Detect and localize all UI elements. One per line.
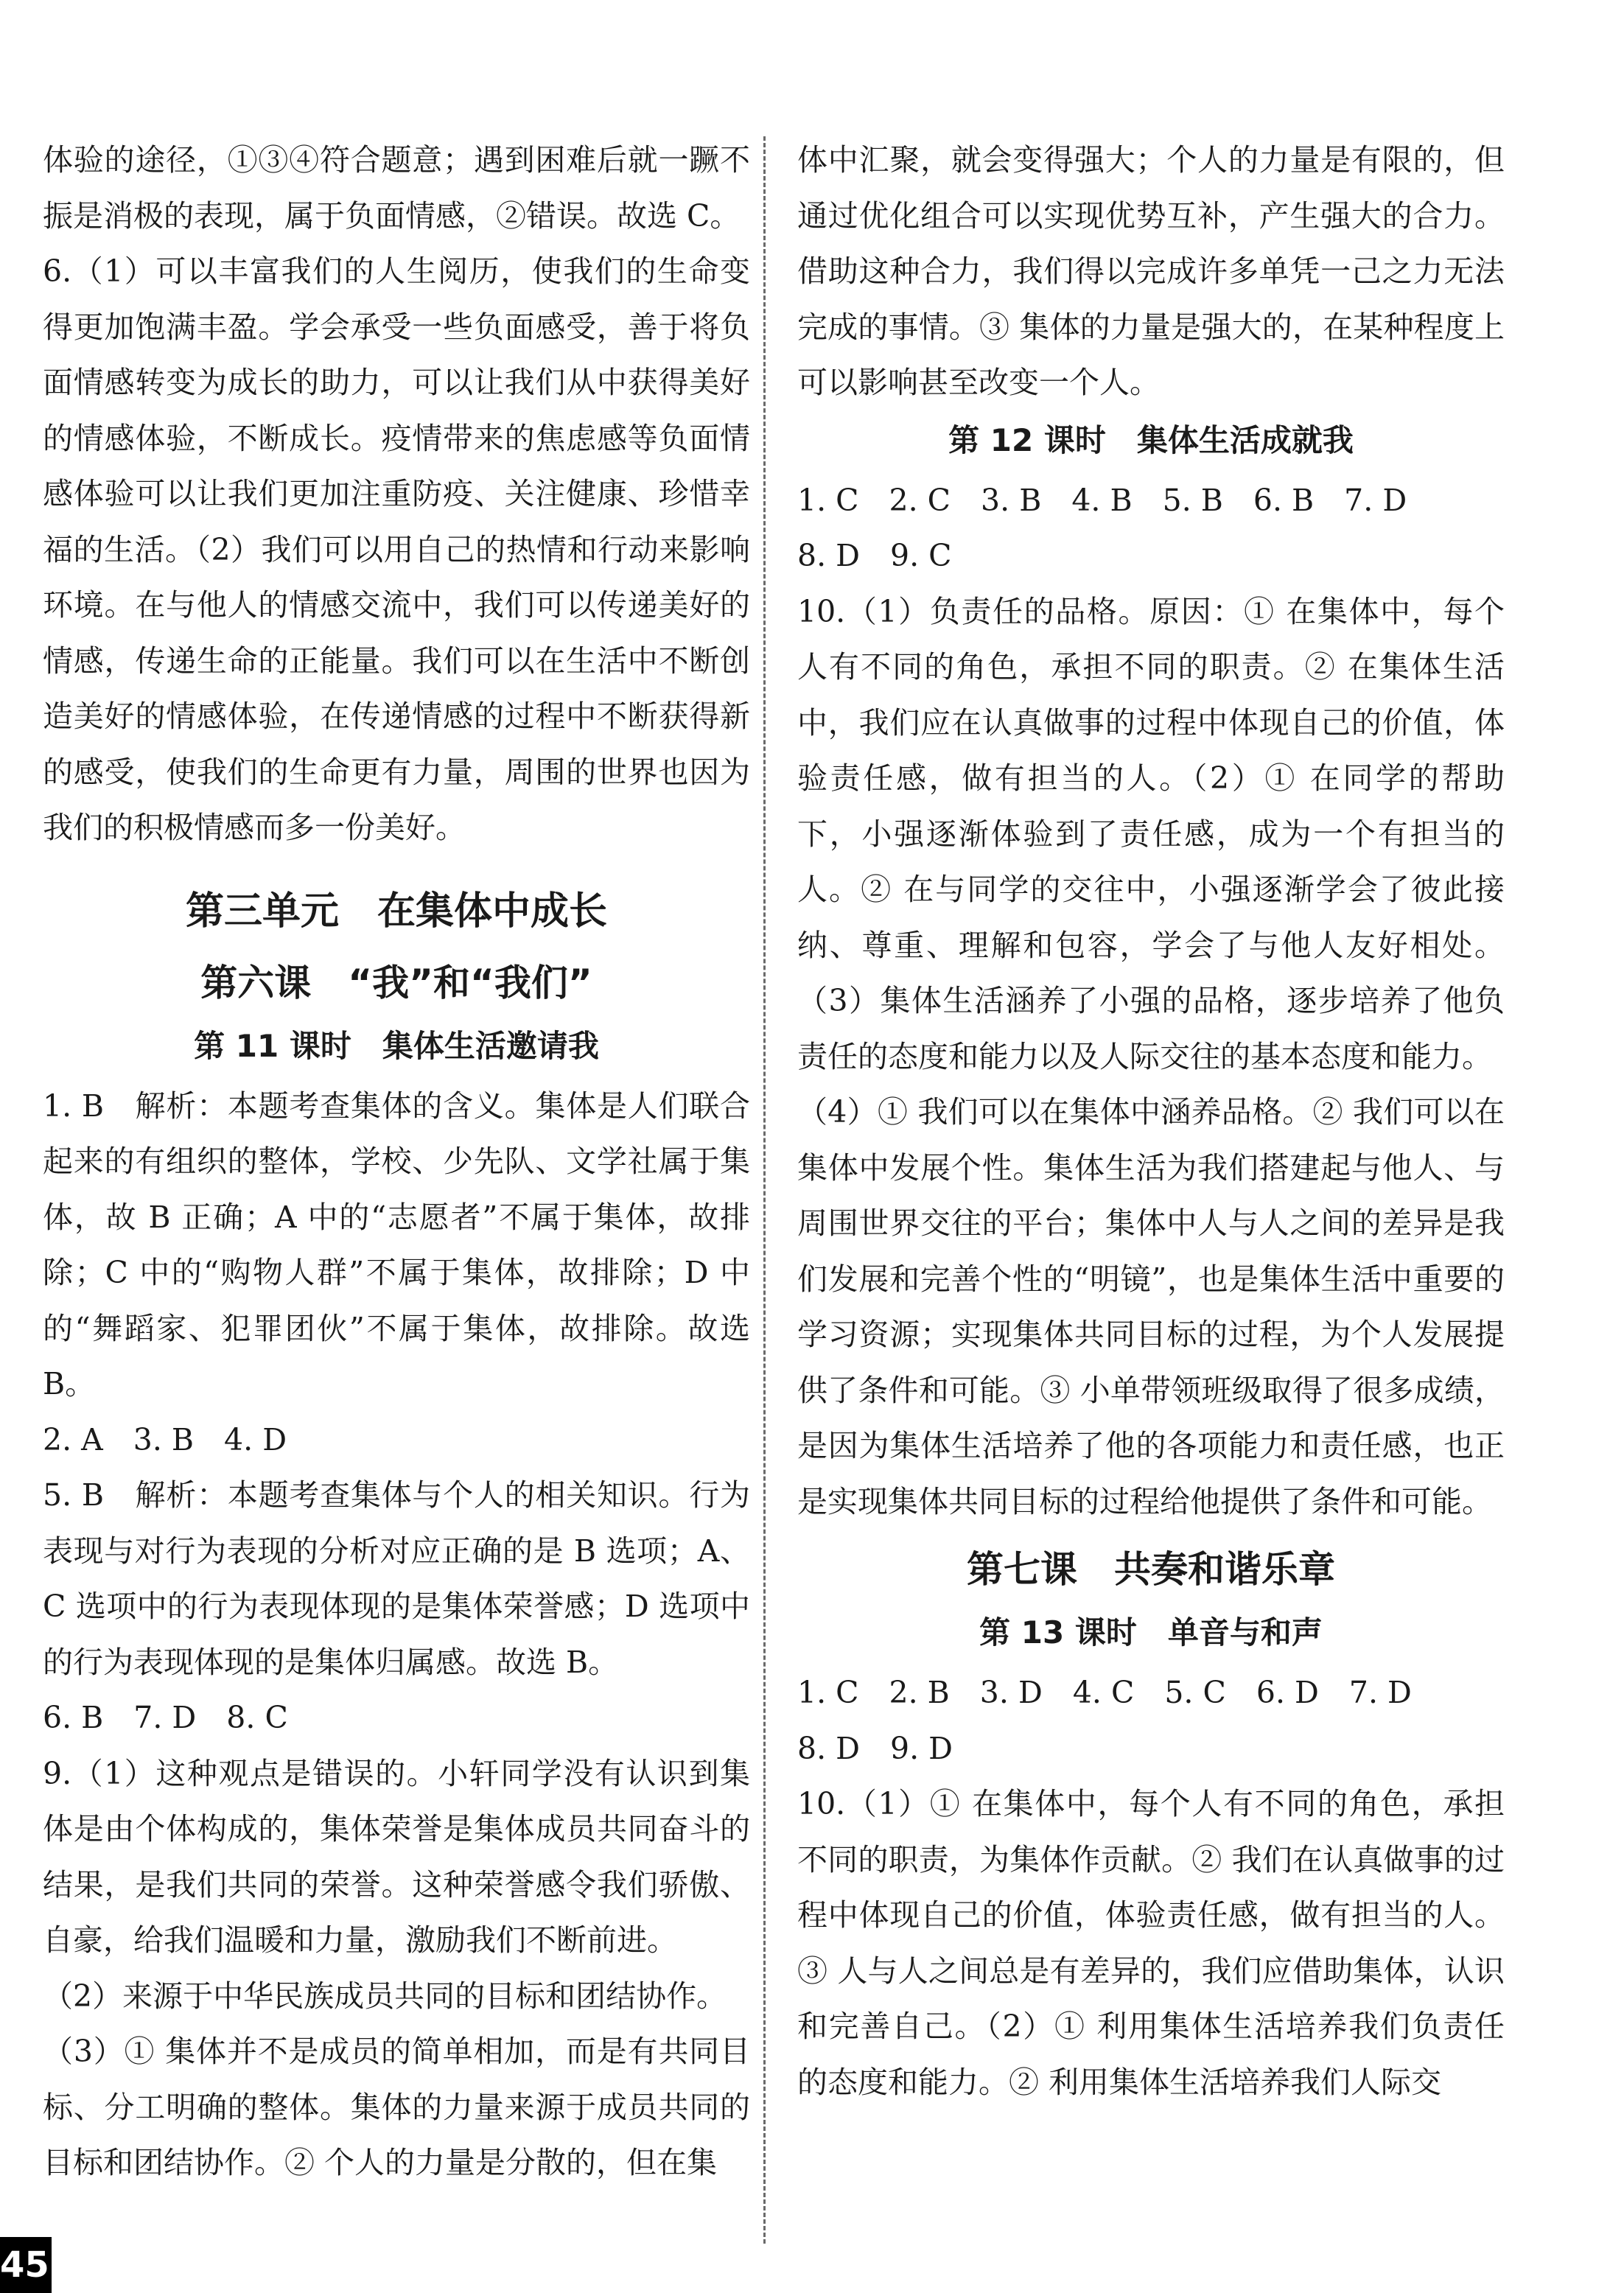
- answer-10-period-13: 10.（1）① 在集体中，每个人有不同的角色，承担不同的职责，为集体作贡献。② 我们在认真做事的过程中体现自己的价值，体验责任感，做有担当的人。③ 人与人之间总是有差异的，我们应借助集体，认识和完善自己。（2）① 利用集体生活培养我们负责任的态度和能力。② 利用集体生活培养我们人际交: [797, 1786, 1505, 2100]
- paragraph-continued: 体验的途径，①③④符合题意；遇到困难后就一蹶不振是消极的表现，属于负面情感，②错误。故选 C。: [43, 142, 750, 234]
- answer-1: 1. B 解析：本题考查集体的含义。集体是人们联合起来的有组织的整体，学校、少先队、文学社属于集体，故 B 正确；A 中的“志愿者”不属于集体，故排除；C 中的“购物人群”不属于集体，故排除；D 中的“舞蹈家、犯罪团伙”不属于集体，故排除。故选 B。: [43, 1088, 750, 1401]
- answer-9-part-2: （2）来源于中华民族成员共同的目标和团结协作。: [43, 1978, 727, 2014]
- answer-6: 6.（1）可以丰富我们的人生阅历，使我们的生命变得更加饱满丰盈。学会承受一些负面感受，善于将负面情感转变为成长的助力，可以让我们从中获得美好的情感体验，不断成长。疫情带来的焦虑感等负面情感体验可以让我们更加注重防疫、关注健康、珍惜幸福的生活。（2）我们可以用自己的热情和行动来影响环境。在与他人的情感交流中，我们可以传递美好的情感，传递生命的正能量。我们可以在生活中不断创造美好的情感体验，在传递情感的过程中不断获得新的感受，使我们的生命更有力量，周围的世界也因为我们的积极情感而多一份美好。: [43, 253, 750, 845]
- answer-10-period-12-part-4: （4）① 我们可以在集体中涵养品格。② 我们可以在集体中发展个性。集体生活为我们搭建起与他人、与周围世界交往的平台；集体中人与人之间的差异是我们发展和完善个性的“明镜”，也是集体生活中重要的学习资源；实现集体共同目标的过程，为个人发展提供了条件和可能。③ 小单带领班级取得了很多成绩，是因为集体生活培养了他的各项能力和责任感，也正是实现集体共同目标的过程给他提供了条件和可能。: [797, 1094, 1505, 1519]
- answer-5: 5. B 解析：本题考查集体与个人的相关知识。行为表现与对行为表现的分析对应正确的是 B 选项；A、C 选项中的行为表现体现的是集体荣誉感；D 选项中的行为表现体现的是集体归属感。故选 B。: [43, 1477, 750, 1680]
- answer-9-part-1: 9.（1）这种观点是错误的。小轩同学没有认识到集体是由个体构成的，集体荣誉是集体成员共同奋斗的结果，是我们共同的荣誉。这种荣誉感令我们骄傲、自豪，给我们温暖和力量，激励我们不断前进。: [43, 1755, 750, 1958]
- paragraph-continued: 体中汇聚，就会变得强大；个人的力量是有限的，但通过优化组合可以实现优势互补，产生强大的合力。借助这种合力，我们得以完成许多单凭一己之力无法完成的事情。③ 集体的力量是强大的，在某种程度上可以影响甚至改变一个人。: [797, 142, 1505, 400]
- answers-12-row-2: 8. D 9. C: [797, 538, 952, 573]
- unit-title: 第三单元 在集体中成长: [185, 889, 607, 934]
- answers-13-row-2: 8. D 9. D: [797, 1730, 953, 1766]
- period-13-title: 第 13 课时 单音与和声: [979, 1614, 1323, 1650]
- column-divider: [763, 136, 766, 2244]
- left-column: [43, 133, 750, 2191]
- answers-2-4: 2. A 3. B 4. D: [43, 1421, 287, 1457]
- answers-12-row-1: 1. C 2. C 3. B 4. B 5. B 6. B 7. D: [797, 482, 1407, 518]
- page-number: 45: [0, 2237, 52, 2293]
- lesson-6-title: 第六课 “我”和“我们”: [200, 961, 592, 1004]
- answer-9-part-3: （3）① 集体并不是成员的简单相加，而是有共同目标、分工明确的整体。集体的力量来源于成员共同的目标和团结协作。② 个人的力量是分散的，但在集: [43, 2034, 750, 2180]
- period-11-title: 第 11 课时 集体生活邀请我: [194, 1027, 599, 1064]
- lesson-7-title: 第七课 共奏和谐乐章: [967, 1548, 1335, 1591]
- answers-6-8: 6. B 7. D 8. C: [43, 1700, 288, 1735]
- answer-10-period-12: 10.（1）负责任的品格。原因：① 在集体中，每个人有不同的角色，承担不同的职责。② 在集体生活中，我们应在认真做事的过程中体现自己的价值，体验责任感，做有担当的人。（2）① 在同学的帮助下，小强逐渐体验到了责任感，成为一个有担当的人。② 在与同学的交往中，小强逐渐学会了彼此接纳、尊重、理解和包容，学会了与他人友好相处。（3）集体生活涵养了小强的品格，逐步培养了他负责任的态度和能力以及人际交往的基本态度和能力。: [797, 593, 1505, 1074]
- period-12-title: 第 12 课时 集体生活成就我: [948, 421, 1354, 458]
- answers-13-row-1: 1. C 2. B 3. D 4. C 5. C 6. D 7. D: [797, 1675, 1412, 1710]
- right-column: [797, 133, 1505, 2110]
